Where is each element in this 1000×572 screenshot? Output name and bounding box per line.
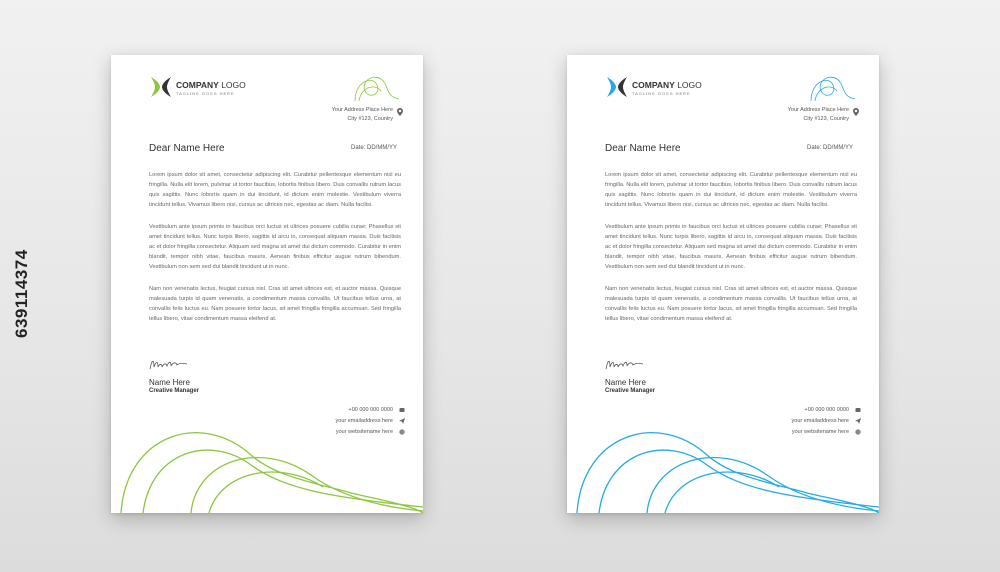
phone-text: +00 000 000 0000 xyxy=(804,407,849,413)
address-block xyxy=(332,106,393,124)
paragraph: Lorem ipsum dolor sit amet, consectetur adipiscing elit. Curabitur pellentesque elementum nisl eu fringilla. Nulla elit lorem, pulvinar ut tortor faucibus, lobortis finibus libero. Duis convallis rutrum lacus quis sagittis. Nunc lobortis quam in dui tincidunt, id dictum enim molestie. Vestibulum viverra tincidunt tellus. Vivamus libero nisi, cursus ac ultrices nec, egestas ac diam. Nulla facilisi. xyxy=(605,172,857,208)
tagline: TAGLINE GOES HERE xyxy=(632,91,691,96)
address-line-2: City #123, Country xyxy=(803,116,849,122)
phone-icon xyxy=(855,407,861,413)
phone-text: +00 000 000 0000 xyxy=(348,407,393,413)
paragraph: Nam non venenatis lectus, feugiat cursus nisl. Cras sit amet ultrices est, et auctor massa. Quisque malesuada turpis id quam venenatis, a condimentum massa convallis. Ut faucibus tellus urna, at convallis felis luctus eu. Nam posuere tortor lacus, sit amet fringilla fringilla accumsan. Sed fringilla tellus libero, vitae condimentum massa eleifend at. xyxy=(605,286,857,322)
signatory-title: Creative Manager xyxy=(149,388,200,394)
company-name: COMPANY LOGO xyxy=(176,80,246,90)
handwritten-signature xyxy=(605,357,645,373)
paragraph: Vestibulum ante ipsum primis in faucibus orci luctus et ultrices posuere cubilia curae; Phasellus sit amet tincidunt tellus. Nunc turpis libero, sagittis id arcu in, consequat aliquam massa. Duis facilisis ac et dolor fringilla consectetur. Aliquam sed magna sit amet dui dictum commodo. Curabitur in enim blandit, tempor nibh vitae, faucibus mauris. Aenean finibus efficitur augue rutrum bibendum. Vestibulum non sem sed dui blandit tincidunt ut in nunc. xyxy=(149,224,401,270)
date-line: Date: DD/MM/YY xyxy=(806,145,853,151)
signatory-title: Creative Manager xyxy=(605,388,656,394)
tagline: TAGLINE GOES HERE xyxy=(176,91,235,96)
address-line-1: Your Address Place Here xyxy=(787,107,849,113)
brand-block xyxy=(176,80,246,96)
greeting: Dear Name Here xyxy=(149,143,225,154)
header-swirl-icon xyxy=(351,73,401,103)
letterhead-green xyxy=(111,55,423,513)
location-pin-icon xyxy=(853,108,859,116)
letterhead-blue xyxy=(567,55,879,513)
paragraph: Lorem ipsum dolor sit amet, consectetur adipiscing elit. Curabitur pellentesque elementum nisl eu fringilla. Nulla elit lorem, pulvinar ut tortor faucibus, lobortis finibus libero. Duis convallis rutrum lacus quis sagittis. Nunc lobortis quam in dui tincidunt, id dictum enim molestie. Vestibulum viverra tincidunt tellus. Vivamus libero nisi, cursus ac ultrices nec, egestas ac diam. Nulla facilisi. xyxy=(149,172,401,208)
greeting: Dear Name Here xyxy=(605,143,681,154)
company-logo-icon xyxy=(605,75,629,99)
email-text: your emailaddress here xyxy=(791,418,849,424)
handwritten-signature xyxy=(149,357,189,373)
location-pin-icon xyxy=(397,108,403,116)
footer-wave-decoration xyxy=(111,415,423,513)
letter-body xyxy=(149,170,401,336)
header-swirl-icon xyxy=(807,73,857,103)
website-text: your websitename here xyxy=(335,429,393,435)
address-block xyxy=(788,106,849,124)
signatory-name: Name Here xyxy=(149,378,190,387)
brand-block xyxy=(632,80,702,96)
signatory-name: Name Here xyxy=(605,378,646,387)
email-text: your emailaddress here xyxy=(335,418,393,424)
footer-wave-decoration xyxy=(567,415,879,513)
letter-body xyxy=(605,170,857,336)
paragraph: Vestibulum ante ipsum primis in faucibus orci luctus et ultrices posuere cubilia curae; Phasellus sit amet tincidunt tellus. Nunc turpis libero, sagittis id arcu in, consequat aliquam massa. Duis facilisis ac et dolor fringilla consectetur. Aliquam sed magna sit amet dui dictum commodo. Curabitur in enim blandit, tempor nibh vitae, faucibus mauris. Aenean finibus efficitur augue rutrum bibendum. Vestibulum non sem sed dui blandit tincidunt ut in nunc. xyxy=(605,224,857,270)
phone-icon xyxy=(399,407,405,413)
website-text: your websitename here xyxy=(791,429,849,435)
company-logo-icon xyxy=(149,75,173,99)
date-line: Date: DD/MM/YY xyxy=(350,145,397,151)
paragraph: Nam non venenatis lectus, feugiat cursus nisl. Cras sit amet ultrices est, et auctor massa. Quisque malesuada turpis id quam venenatis, a condimentum massa convallis. Ut faucibus tellus urna, at convallis felis luctus eu. Nam posuere tortor lacus, sit amet fringilla fringilla accumsan. Sed fringilla tellus libero, vitae condimentum massa eleifend at. xyxy=(149,286,401,322)
stock-id: 639114374 xyxy=(12,249,31,338)
address-line-1: Your Address Place Here xyxy=(331,107,393,113)
company-name: COMPANY LOGO xyxy=(632,80,702,90)
address-line-2: City #123, Country xyxy=(347,116,393,122)
